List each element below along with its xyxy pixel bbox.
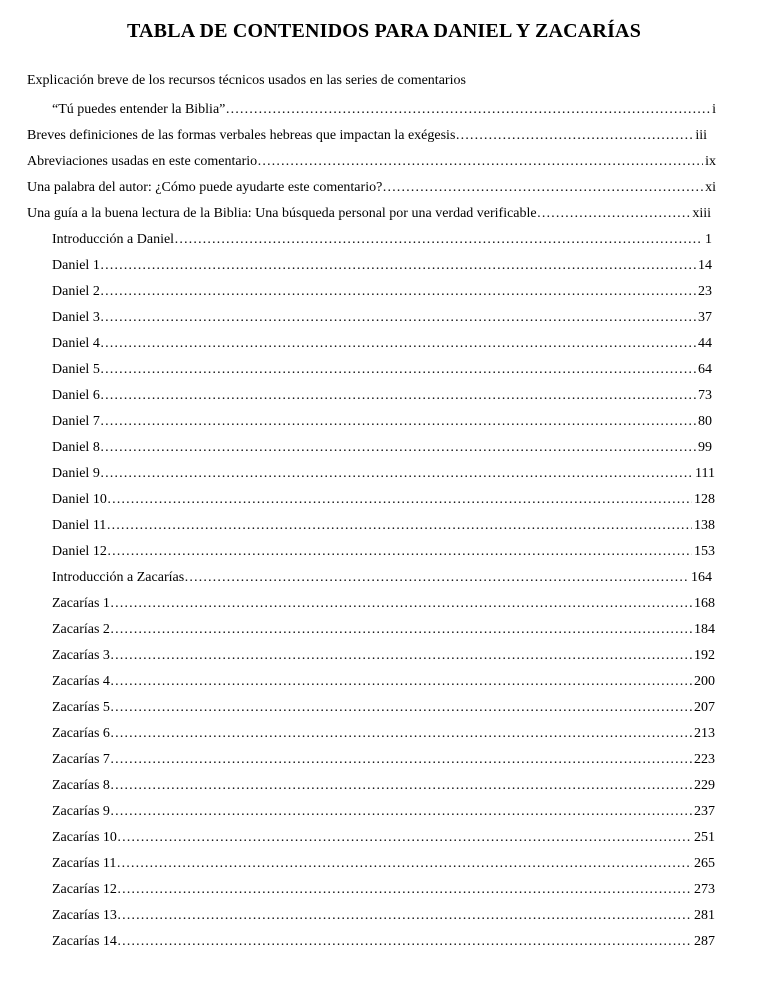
toc-entry-label: Daniel 12	[52, 544, 107, 559]
toc-entry-page: xiii	[692, 206, 711, 221]
toc-leader-dots	[100, 335, 696, 353]
toc-entry-label: Zacarías 9	[52, 804, 110, 819]
toc-entry-page: xi	[705, 180, 716, 195]
toc-leader-dots	[184, 569, 689, 587]
toc-entry-page: 80	[698, 414, 712, 429]
toc-entry-page: 229	[694, 778, 715, 793]
toc-entry-label: Zacarías 7	[52, 752, 110, 767]
toc-entry[interactable]	[52, 803, 715, 821]
toc-leader-dots	[110, 725, 692, 743]
toc-entry-label: Zacarías 3	[52, 648, 110, 663]
toc-entry-label: Daniel 9	[52, 466, 100, 481]
toc-entry-page: 265	[694, 856, 715, 871]
toc-entry[interactable]	[52, 595, 715, 613]
toc-leader-dots	[106, 517, 692, 535]
toc-leader-dots	[100, 413, 696, 431]
toc-entry[interactable]	[52, 569, 712, 587]
toc-entry-page: 1	[705, 232, 712, 247]
toc-leader-dots	[110, 699, 692, 717]
toc-leader-dots	[116, 855, 692, 873]
toc-entry-label: Daniel 6	[52, 388, 100, 403]
toc-entry-label: Daniel 11	[52, 518, 107, 533]
toc-entry-page: 251	[694, 830, 715, 845]
toc-leader-dots	[117, 907, 692, 925]
toc-entry-page: 153	[694, 544, 715, 559]
toc-entry[interactable]	[52, 491, 715, 509]
toc-entry-label: Zacarías 6	[52, 726, 110, 741]
toc-leader-dots	[100, 283, 696, 301]
toc-entry-page: 273	[694, 882, 715, 897]
toc-leader-dots	[107, 543, 692, 561]
toc-entry-label: “Tú puedes entender la Biblia”	[52, 102, 226, 117]
toc-leader-dots	[100, 257, 696, 275]
toc-entry[interactable]	[52, 387, 712, 405]
toc-entry-page: 73	[698, 388, 712, 403]
toc-entry[interactable]	[52, 725, 715, 743]
toc-entry-label: Daniel 10	[52, 492, 107, 507]
toc-entry-page: 213	[694, 726, 715, 741]
toc-entry-page: 44	[698, 336, 712, 351]
toc-leader-dots	[455, 127, 693, 145]
toc-entry-label: Zacarías 12	[52, 882, 117, 897]
toc-entry-label: Zacarías 11	[52, 856, 117, 871]
intro-line: Explicación breve de los recursos técnicos usados en las series de comentarios	[27, 73, 466, 88]
toc-entry-page: 207	[694, 700, 715, 715]
toc-entry-page: 99	[698, 440, 712, 455]
toc-entry[interactable]	[52, 283, 712, 301]
toc-leader-dots	[100, 361, 696, 379]
toc-entry[interactable]	[52, 699, 715, 717]
toc-entry[interactable]	[52, 933, 715, 951]
toc-leader-dots	[117, 829, 692, 847]
toc-entry-page: 164	[691, 570, 712, 585]
toc-entry[interactable]	[52, 777, 715, 795]
toc-entry-page: 287	[694, 934, 715, 949]
page-title: TABLA DE CONTENIDOS PARA DANIEL Y ZACARÍAS	[126, 20, 642, 42]
toc-entry-page: 14	[698, 258, 712, 273]
toc-leader-dots	[100, 439, 696, 457]
toc-leader-dots	[100, 465, 693, 483]
toc-leader-dots	[110, 777, 692, 795]
toc-entry-page: 237	[694, 804, 715, 819]
toc-entry-page: iii	[695, 128, 707, 143]
toc-entry-page: 223	[694, 752, 715, 767]
toc-leader-dots	[117, 933, 692, 951]
toc-entry-page: 64	[698, 362, 712, 377]
toc-entry[interactable]	[52, 621, 715, 639]
toc-entry-label: Zacarías 10	[52, 830, 117, 845]
toc-entry-label: Introducción a Daniel	[52, 232, 175, 247]
toc-leader-dots	[100, 309, 696, 327]
toc-entry[interactable]	[52, 439, 712, 457]
toc-entry-label: Daniel 2	[52, 284, 100, 299]
toc-entry[interactable]	[52, 855, 715, 873]
toc-entry-label: Zacarías 4	[52, 674, 110, 689]
toc-entry[interactable]	[52, 907, 715, 925]
toc-entry-page: 128	[694, 492, 715, 507]
toc-entry[interactable]	[52, 309, 712, 327]
toc-leader-dots	[257, 153, 703, 171]
toc-leader-dots	[110, 803, 692, 821]
toc-entry[interactable]	[52, 517, 715, 535]
toc-entry-label: Abreviaciones usadas en este comentario	[27, 154, 258, 169]
toc-entry[interactable]	[52, 647, 715, 665]
toc-entry[interactable]	[52, 413, 712, 431]
toc-entry-label: Daniel 5	[52, 362, 100, 377]
toc-entry-page: 37	[698, 310, 712, 325]
toc-entry-page: ix	[705, 154, 716, 169]
toc-leader-dots	[225, 101, 710, 119]
toc-entry[interactable]	[52, 361, 712, 379]
toc-leader-dots	[110, 751, 692, 769]
toc-entry-label: Zacarías 13	[52, 908, 117, 923]
toc-entry-page: 111	[695, 466, 715, 481]
toc-leader-dots	[110, 595, 692, 613]
toc-entry[interactable]	[52, 881, 715, 899]
toc-leader-dots	[117, 881, 692, 899]
toc-entry-label: Una palabra del autor: ¿Cómo puede ayudarte este comentario?	[27, 180, 383, 195]
toc-entry[interactable]	[27, 127, 707, 145]
toc-entry-page: 138	[694, 518, 715, 533]
toc-entry-page: 184	[694, 622, 715, 637]
toc-entry[interactable]	[52, 543, 715, 561]
toc-entry[interactable]	[27, 205, 711, 223]
toc-entry[interactable]	[52, 231, 712, 249]
toc-entry[interactable]	[52, 751, 715, 769]
toc-entry[interactable]	[52, 335, 712, 353]
toc-entry[interactable]	[27, 179, 716, 197]
toc-entry-label: Una guía a la buena lectura de la Biblia: Una búsqueda personal por una verdad verificable	[27, 206, 537, 221]
toc-leader-dots	[110, 647, 692, 665]
toc-entry[interactable]	[52, 101, 716, 119]
toc-leader-dots	[110, 673, 692, 691]
toc-leader-dots	[110, 621, 692, 639]
toc-entry-label: Daniel 4	[52, 336, 100, 351]
toc-entry-label: Daniel 1	[52, 258, 100, 273]
toc-leader-dots	[107, 491, 692, 509]
toc-entry[interactable]	[52, 673, 715, 691]
toc-entry-page: 23	[698, 284, 712, 299]
toc-entry-page: i	[712, 102, 716, 117]
toc-entry-label: Zacarías 14	[52, 934, 117, 949]
toc-entry-page: 200	[694, 674, 715, 689]
toc-entry[interactable]	[52, 829, 715, 847]
toc-entry[interactable]	[52, 257, 712, 275]
toc-entry[interactable]	[27, 153, 716, 171]
toc-entry-label: Daniel 3	[52, 310, 100, 325]
toc-entry-label: Zacarías 1	[52, 596, 110, 611]
toc-entry-page: 192	[694, 648, 715, 663]
toc-entry-label: Daniel 7	[52, 414, 100, 429]
toc-leader-dots	[382, 179, 703, 197]
toc-leader-dots	[174, 231, 703, 249]
toc-leader-dots	[100, 387, 696, 405]
toc-entry-label: Zacarías 8	[52, 778, 110, 793]
toc-entry-label: Zacarías 2	[52, 622, 110, 637]
toc-entry-label: Introducción a Zacarías	[52, 570, 185, 585]
toc-entry-label: Daniel 8	[52, 440, 100, 455]
toc-entry-page: 168	[694, 596, 715, 611]
toc-entry-page: 281	[694, 908, 715, 923]
toc-entry[interactable]	[52, 465, 715, 483]
toc-entry-label: Breves definiciones de las formas verbales hebreas que impactan la exégesis	[27, 128, 456, 143]
toc-entry-label: Zacarías 5	[52, 700, 110, 715]
toc-leader-dots	[537, 205, 691, 223]
